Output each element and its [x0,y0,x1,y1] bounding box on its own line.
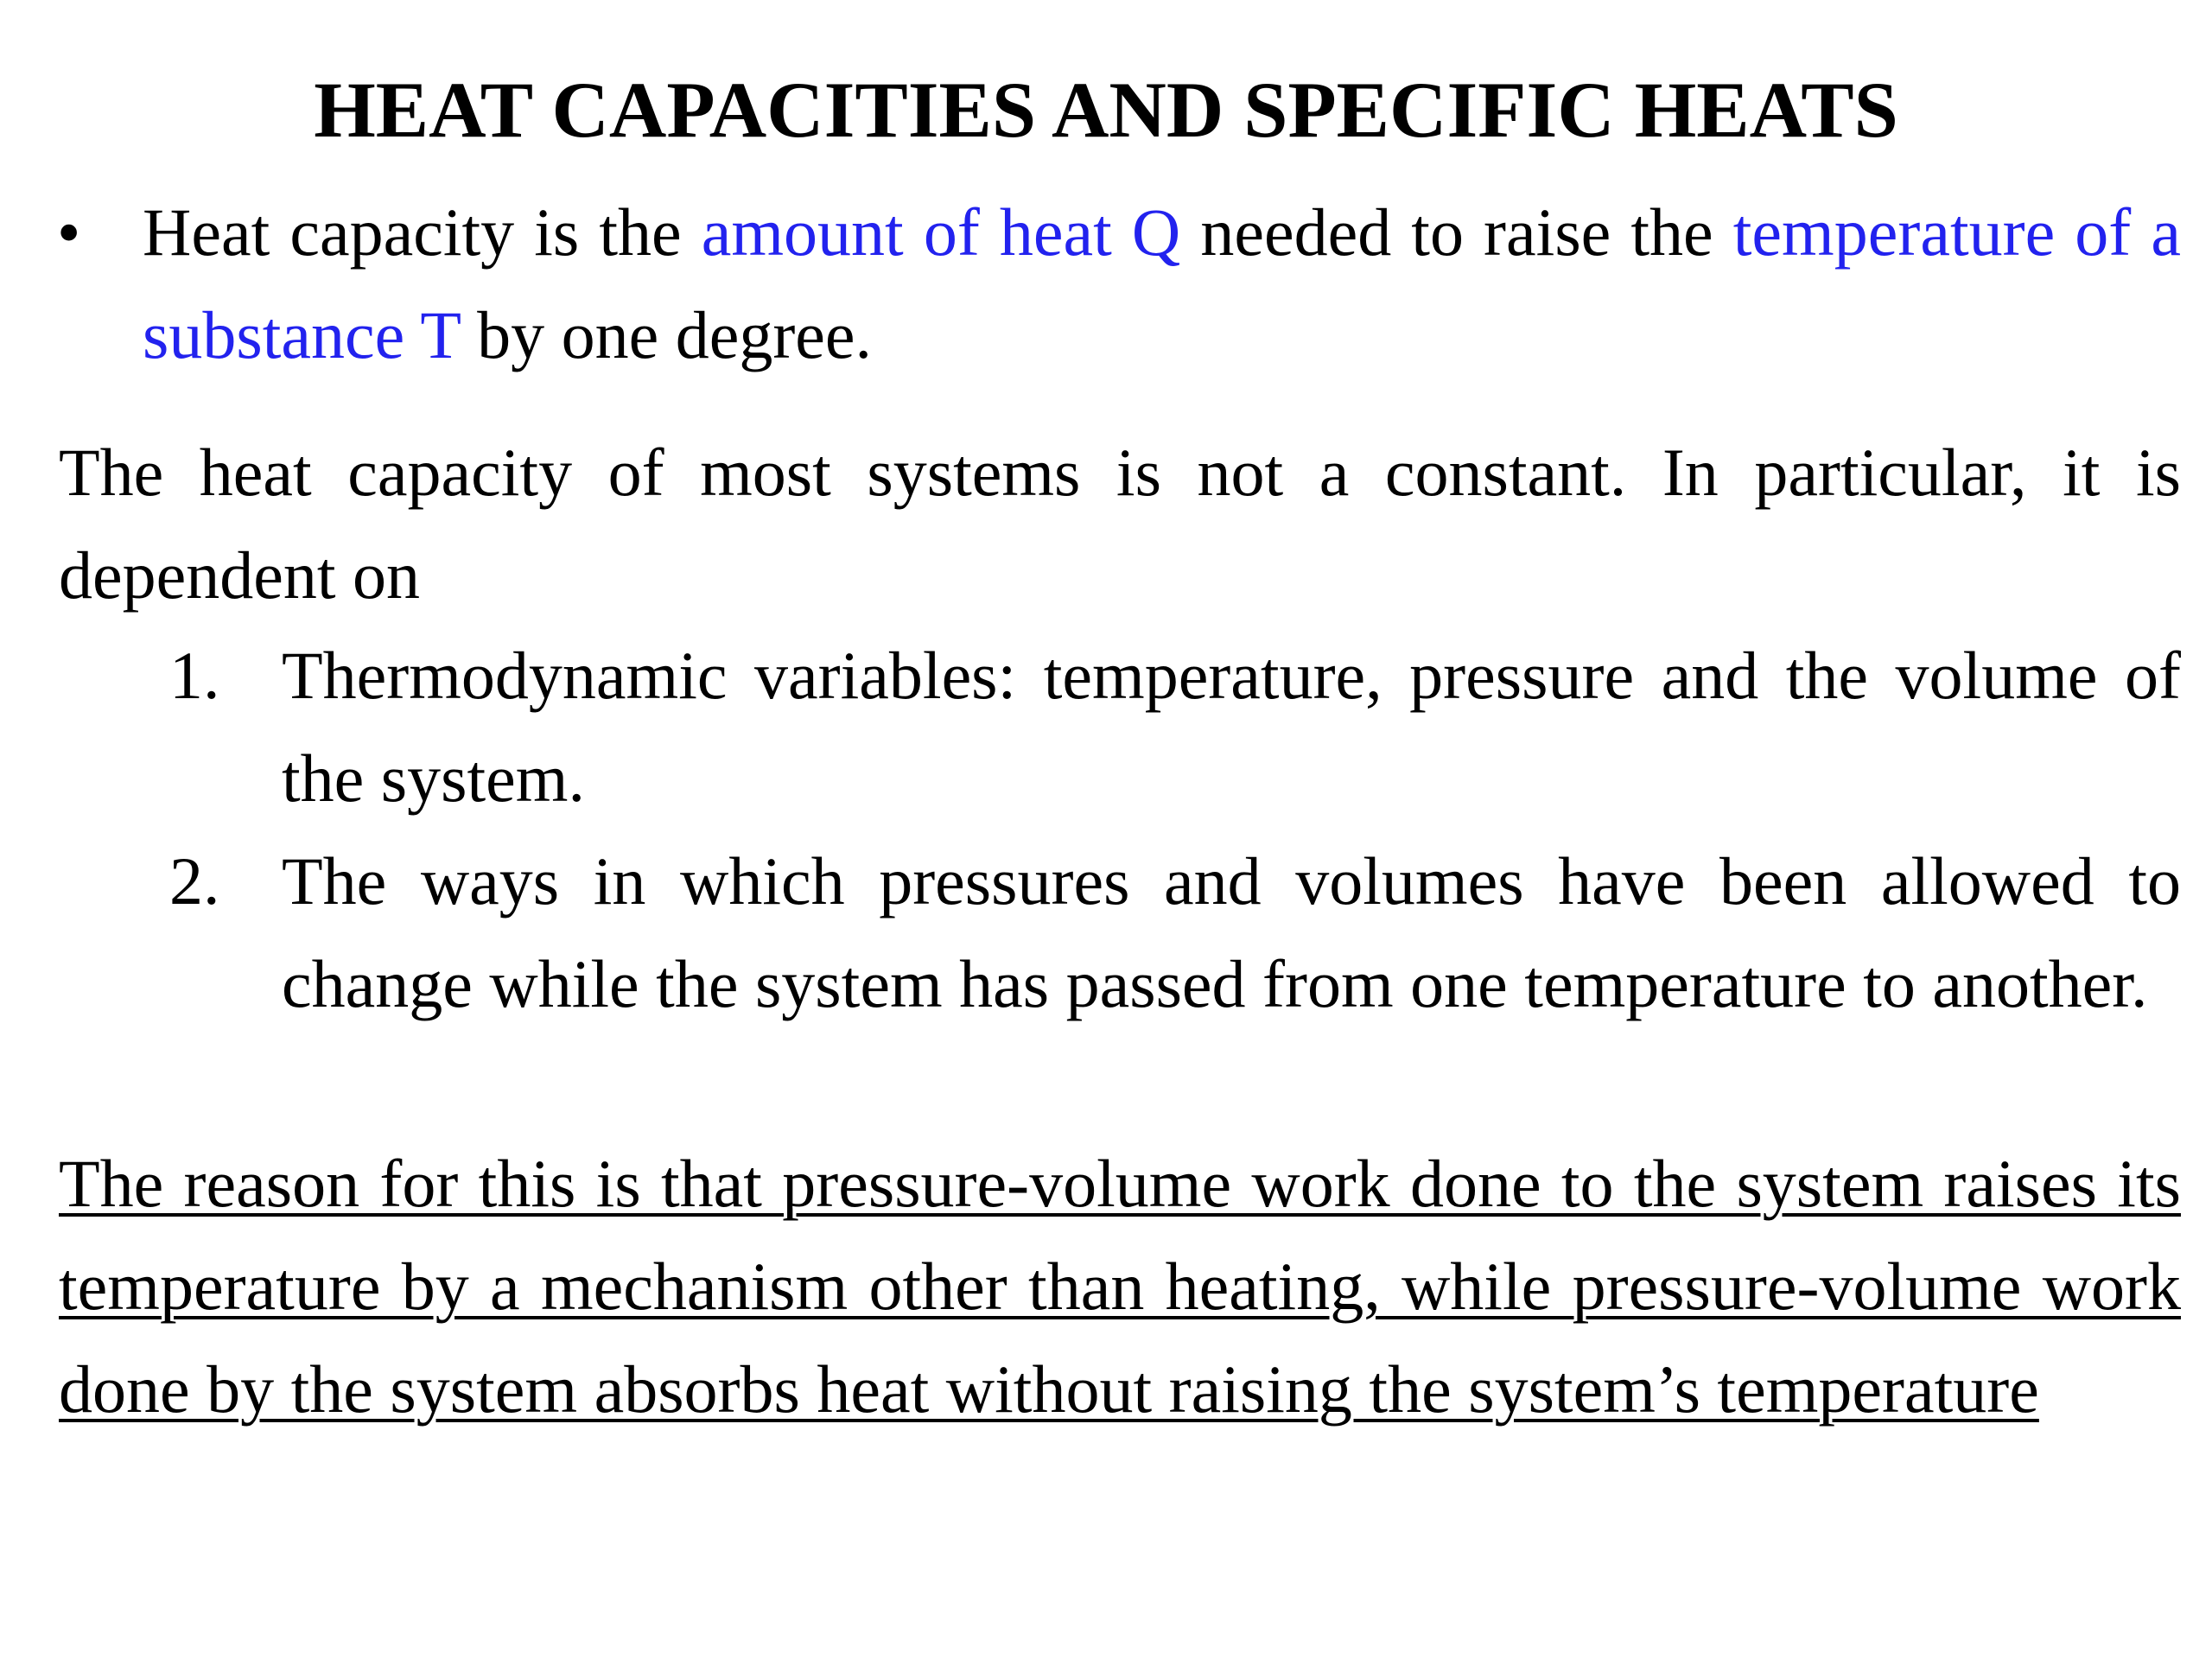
list-number: 1. [169,638,220,713]
bullet-marker: • [57,194,81,270]
list-item-text: Thermodynamic variables: temperature, pressure and the volume of the system. [282,638,2181,816]
list-number: 2. [169,843,220,918]
highlight-temperature: temperature of a substance T [143,194,2181,372]
list-item-1 [169,624,2181,830]
numbered-list [169,624,2181,1035]
bullet-text [143,181,2181,386]
bullet-text-part1: Heat capacity is the [143,194,702,270]
list-item-2 [169,830,2181,1035]
list-item-text: The ways in which pressures and volumes have been allowed to change while the system has passed from one temperature to another. [282,843,2181,1021]
paragraph-reason-underlined: The reason for this is that pressure-volume work done to the system raises its temperature by a mechanism other than heating, while pressure-volume work done by the system absorbs heat without raising the system’s temperature [59,1146,2181,1427]
bullet-text-part3: by one degree. [460,297,873,372]
highlight-amount-of-heat: amount of heat Q [701,194,1181,270]
page-title: HEAT CAPACITIES AND SPECIFIC HEATS [314,66,1898,154]
bullet-text-part2: needed to raise the [1180,194,1733,270]
paragraph-dependency: The heat capacity of most systems is not a constant. In particular, it is dependent on [59,435,2181,613]
